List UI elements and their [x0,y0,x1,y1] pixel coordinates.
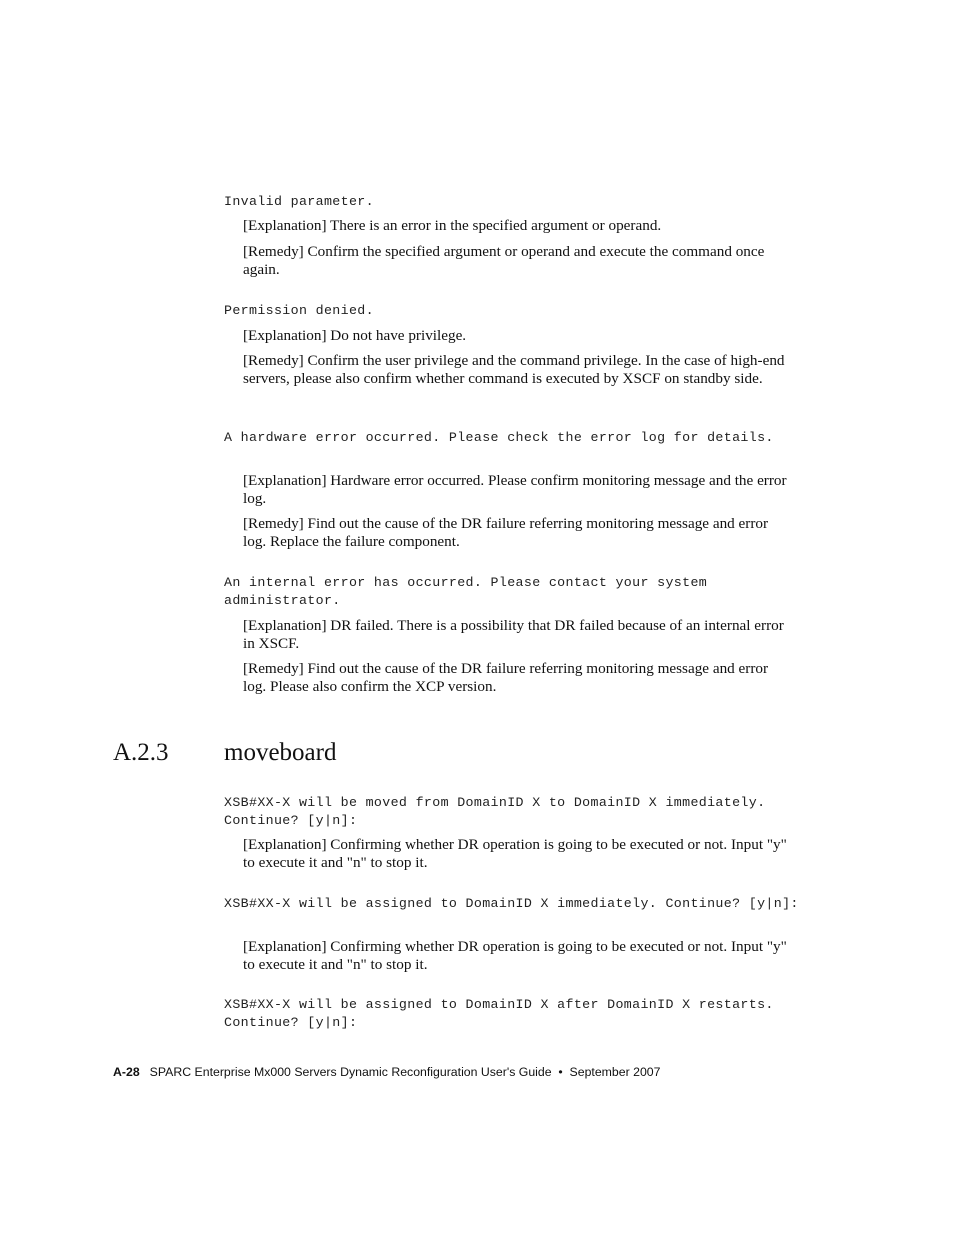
message-remedy: [Remedy] Find out the cause of the DR failure referring monitoring message and error log. Please also confirm the XCP version. [243,660,769,695]
footer-title: SPARC Enterprise Mx000 Servers Dynamic Reconfiguration User's Guide • September 2007 [149,1065,661,1079]
message-remedy: [Remedy] Confirm the user privilege and the command privilege. In the case of high-end servers, please also confirm whether command is executed by XSCF on standby side. [243,352,785,387]
message-code: XSB#XX-X will be moved from DomainID X to DomainID X immediately. Continue? [y|n]: [224,795,774,828]
message-explanation: [Explanation] Confirming whether DR operation is going to be executed or not. Input "y" to execute it and "n" to stop it. [243,938,787,973]
message-explanation: [Explanation] DR failed. There is a possibility that DR failed because of an internal error in XSCF. [243,617,784,652]
page-number: A-28 [113,1065,140,1079]
section-number: A.2.3 [113,739,169,766]
message-explanation: [Explanation] There is an error in the specified argument or operand. [243,217,662,234]
section-title: moveboard [224,739,337,766]
message-code: A hardware error occurred. Please check the error log for details. [224,430,774,445]
message-explanation: [Explanation] Hardware error occurred. Please confirm monitoring message and the error log. [243,472,787,507]
message-code: Permission denied. [224,303,374,318]
message-code: XSB#XX-X will be assigned to DomainID X after DomainID X restarts. Continue? [y|n]: [224,997,783,1030]
page-footer [113,1064,660,1080]
message-code: An internal error has occurred. Please contact your system administrator. [224,575,716,608]
message-remedy: [Remedy] Find out the cause of the DR failure referring monitoring message and error log. Replace the failure component. [243,515,769,550]
message-code: XSB#XX-X will be assigned to DomainID X immediately. Continue? [y|n]: [224,896,799,911]
message-remedy: [Remedy] Confirm the specified argument or operand and execute the command once again. [243,243,765,278]
message-code: Invalid parameter. [224,194,374,209]
message-explanation: [Explanation] Confirming whether DR operation is going to be executed or not. Input "y" to execute it and "n" to stop it. [243,836,787,871]
message-explanation: [Explanation] Do not have privilege. [243,327,467,344]
